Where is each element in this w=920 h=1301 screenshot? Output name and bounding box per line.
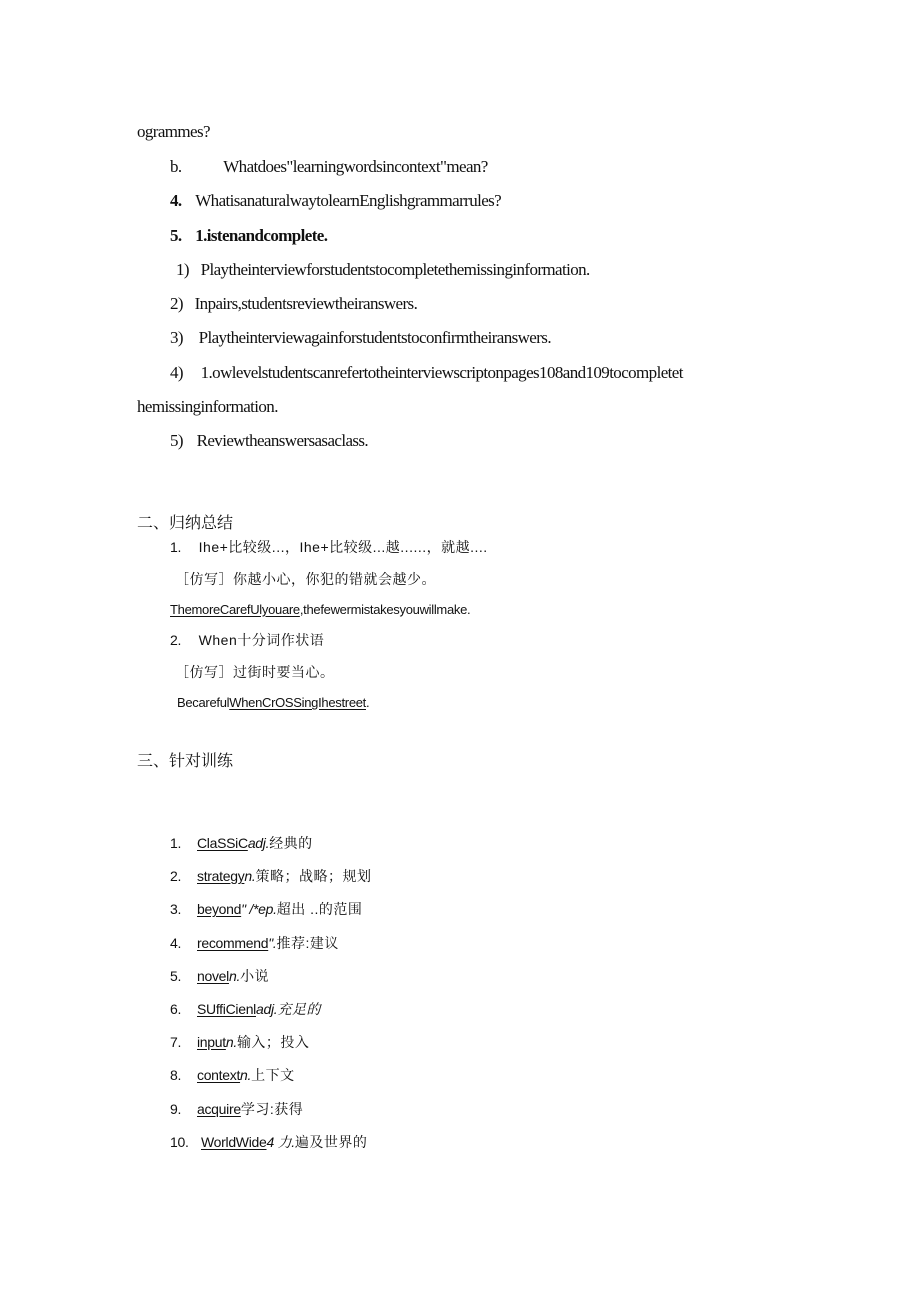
practice-label-1: ［仿写］你越小心，你犯的错就会越少。 — [175, 571, 436, 587]
vocab-marker: 2. — [170, 868, 182, 884]
vocab-word: input — [197, 1034, 226, 1050]
answer-underlined: WhenCrOSSingIhestreet — [229, 695, 366, 710]
vocab-word: novel — [197, 968, 229, 984]
vocab-pos: n. — [228, 968, 241, 984]
vocab-item — [170, 933, 339, 953]
vocab-pos: n. — [240, 1067, 252, 1083]
item-marker: 2. — [170, 632, 182, 648]
practice-answer-2 — [177, 693, 369, 713]
vocab-meaning: 学习:获得 — [240, 1101, 304, 1117]
vocab-marker: 5. — [170, 968, 182, 984]
vocab-item — [170, 899, 362, 919]
vocab-pos: 4 力. — [266, 1134, 295, 1150]
vocab-meaning: 充足的 — [277, 1001, 321, 1017]
question-5 — [170, 226, 327, 246]
vocab-pos: n. — [225, 1034, 237, 1050]
vocab-marker: 3. — [170, 901, 182, 917]
answer-rest: ,thefewermistakesyouwillmake. — [299, 602, 471, 617]
vocab-word: context — [197, 1067, 241, 1083]
item-marker: 1. — [170, 539, 182, 555]
question-4 — [170, 191, 501, 211]
item-text: Ihe+比较级...，Ihe+比较级...越......，就越.... — [198, 539, 488, 555]
step-text: Playtheinterviewforstudentstocompletethemissinginformation. — [200, 260, 590, 279]
question-marker: b. — [170, 157, 182, 176]
vocab-meaning: 输入；投入 — [236, 1034, 310, 1050]
summary-item-1 — [170, 537, 488, 557]
question-marker: 5. — [170, 226, 182, 245]
vocab-word: ClaSSiC — [197, 835, 248, 851]
step-4 — [170, 363, 683, 383]
answer-suffix: . — [366, 695, 370, 710]
vocab-pos: n. — [244, 868, 256, 884]
vocab-marker: 10. — [170, 1134, 189, 1150]
vocab-item — [170, 966, 269, 986]
vocab-meaning: 超出 ..的范围 — [276, 901, 363, 917]
step-4-continuation: hemissinginformation. — [137, 397, 278, 416]
question-text: WhatisanaturalwaytolearnEnglishgrammarrules? — [195, 191, 502, 210]
vocab-pos: adj. — [247, 835, 270, 851]
vocab-item — [170, 1065, 295, 1085]
step-text: 1.owlevelstudentscanrefertotheinterviewscriptonpages108and109tocompletet — [200, 363, 683, 382]
vocab-marker: 9. — [170, 1101, 182, 1117]
practice-label-2: ［仿写］过街时要当心。 — [175, 664, 335, 680]
vocab-item — [170, 866, 371, 886]
question-text: 1.istenandcomplete. — [195, 226, 328, 245]
vocab-word: WorldWide — [201, 1134, 267, 1150]
step-marker: 5) — [170, 431, 183, 450]
section-heading-practice: 三、针对训练 — [137, 753, 234, 770]
practice-answer-1 — [170, 600, 470, 620]
vocab-marker: 1. — [170, 835, 182, 851]
section-heading-summary: 二、归纳总结 — [137, 515, 234, 532]
vocab-pos: " /*ep. — [241, 901, 277, 917]
vocab-meaning: 推荐:建议 — [276, 935, 339, 951]
vocab-meaning: 策略；战略；规划 — [255, 868, 372, 884]
step-3 — [170, 328, 551, 348]
step-marker: 4) — [170, 363, 183, 382]
vocab-marker: 7. — [170, 1034, 182, 1050]
step-text: Reviewtheanswersasaclass. — [196, 431, 369, 450]
step-text: Playtheinterviewagainforstudentstoconfirmtheiranswers. — [198, 328, 551, 347]
vocab-word: strategy — [197, 868, 245, 884]
continued-text: ogrammes? — [137, 122, 210, 141]
item-text: When十分词作状语 — [198, 632, 325, 648]
question-marker: 4. — [170, 191, 182, 210]
step-marker: 1) — [176, 260, 189, 279]
vocab-word: SUffiCienl — [197, 1001, 256, 1017]
vocab-marker: 4. — [170, 935, 182, 951]
vocab-marker: 8. — [170, 1067, 182, 1083]
vocab-item — [170, 1132, 367, 1152]
vocab-meaning: 上下文 — [251, 1067, 295, 1083]
step-2 — [170, 294, 417, 314]
vocab-item — [170, 833, 313, 853]
vocab-item — [170, 1099, 303, 1119]
answer-prefix: Becareful — [177, 695, 230, 710]
question-text: Whatdoes"learningwordsincontext"mean? — [223, 157, 488, 176]
vocab-word: beyond — [197, 901, 242, 917]
step-marker: 3) — [170, 328, 183, 347]
vocab-marker: 6. — [170, 1001, 182, 1017]
vocab-word: acquire — [197, 1101, 241, 1117]
vocab-item — [170, 1032, 309, 1052]
step-5 — [170, 431, 368, 451]
vocab-meaning: 遍及世界的 — [294, 1134, 368, 1150]
step-marker: 2) — [170, 294, 183, 313]
vocab-word: recommend — [197, 935, 269, 951]
summary-item-2 — [170, 630, 324, 650]
vocab-item — [170, 999, 321, 1019]
answer-underlined: ThemoreCarefUlyouare — [170, 602, 300, 617]
vocab-meaning: 经典的 — [269, 835, 313, 851]
vocab-meaning: 小说 — [240, 968, 270, 984]
step-text: Inpairs,studentsreviewtheiranswers. — [194, 294, 418, 313]
step-1 — [176, 260, 590, 280]
vocab-pos: ". — [268, 935, 277, 951]
question-b — [170, 157, 488, 177]
vocab-pos: adj. — [256, 1001, 278, 1017]
